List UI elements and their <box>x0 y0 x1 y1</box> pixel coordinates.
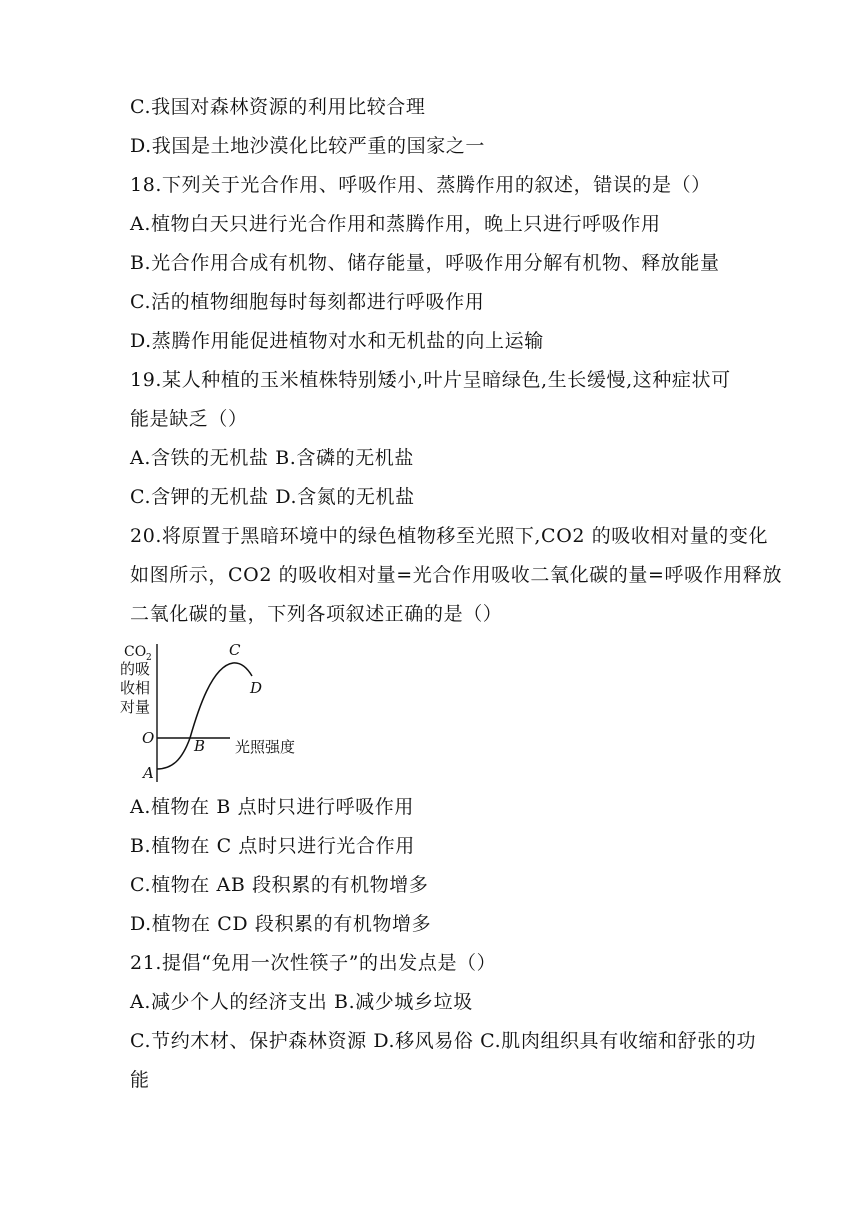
question-20-line1: 20.将原置于黑暗环境中的绿色植物移至光照下,CO2 的吸收相对量的变化 <box>130 525 769 547</box>
option-20b: B.植物在 C 点时只进行光合作用 <box>130 835 415 857</box>
figure-ylabel-line3: 收相 <box>120 679 151 697</box>
figure-xlabel: 光照强度 <box>235 738 296 756</box>
option-20a: A.植物在 B 点时只进行呼吸作用 <box>130 796 415 818</box>
option-18b: B.光合作用合成有机物、储存能量，呼吸作用分解有机物、释放能量 <box>130 252 720 274</box>
question-19-line1: 19.某人种植的玉米植株特别矮小,叶片呈暗绿色,生长缓慢,这种症状可 <box>130 369 731 391</box>
options-21-tail: 能 <box>130 1069 150 1091</box>
figure-origin-label: O <box>142 729 155 747</box>
options-21ab: A.减少个人的经济支出 B.减少城乡垃圾 <box>130 991 473 1013</box>
question-20-line3: 二氧化碳的量，下列各项叙述正确的是（） <box>130 603 503 625</box>
option-20d: D.植物在 CD 段积累的有机物增多 <box>130 913 432 935</box>
question-20-line2: 如图所示，CO2 的吸收相对量=光合作用吸收二氧化碳的量=呼吸作用释放 <box>130 564 783 586</box>
question-18: 18.下列关于光合作用、呼吸作用、蒸腾作用的叙述，错误的是（） <box>130 174 711 196</box>
options-19ab: A.含铁的无机盐 B.含磷的无机盐 <box>130 447 415 469</box>
option-18d: D.蒸腾作用能促进植物对水和无机盐的向上运输 <box>130 330 544 352</box>
option-17d: D.我国是土地沙漠化比较严重的国家之一 <box>130 135 485 157</box>
question-19-line2: 能是缺乏（） <box>130 408 248 430</box>
figure-point-c: C <box>229 641 241 659</box>
option-20c: C.植物在 AB 段积累的有机物增多 <box>130 874 429 896</box>
figure-point-a: A <box>143 764 154 782</box>
options-21cd: C.节约木材、保护森林资源 D.移风易俗 C.肌肉组织具有收缩和舒张的功 <box>130 1030 757 1052</box>
figure-point-b: B <box>194 737 206 755</box>
option-18a: A.植物白天只进行光合作用和蒸腾作用，晚上只进行呼吸作用 <box>130 213 661 235</box>
figure-ylabel-line2: 的吸 <box>120 660 151 678</box>
figure-ylabel-line4: 对量 <box>120 698 151 716</box>
co2-curve-svg <box>112 638 322 790</box>
options-19cd: C.含钾的无机盐 D.含氮的无机盐 <box>130 486 415 508</box>
question-21: 21.提倡“免用一次性筷子”的出发点是（） <box>130 952 497 974</box>
option-18c: C.活的植物细胞每时每刻都进行呼吸作用 <box>130 291 485 313</box>
option-17c: C.我国对森林资源的利用比较合理 <box>130 96 426 118</box>
figure-point-d: D <box>250 679 263 697</box>
co2-absorption-figure <box>112 638 322 790</box>
figure-ylabel-co2: CO <box>124 644 147 660</box>
figure-ylabel-sub: 2 <box>146 653 152 663</box>
